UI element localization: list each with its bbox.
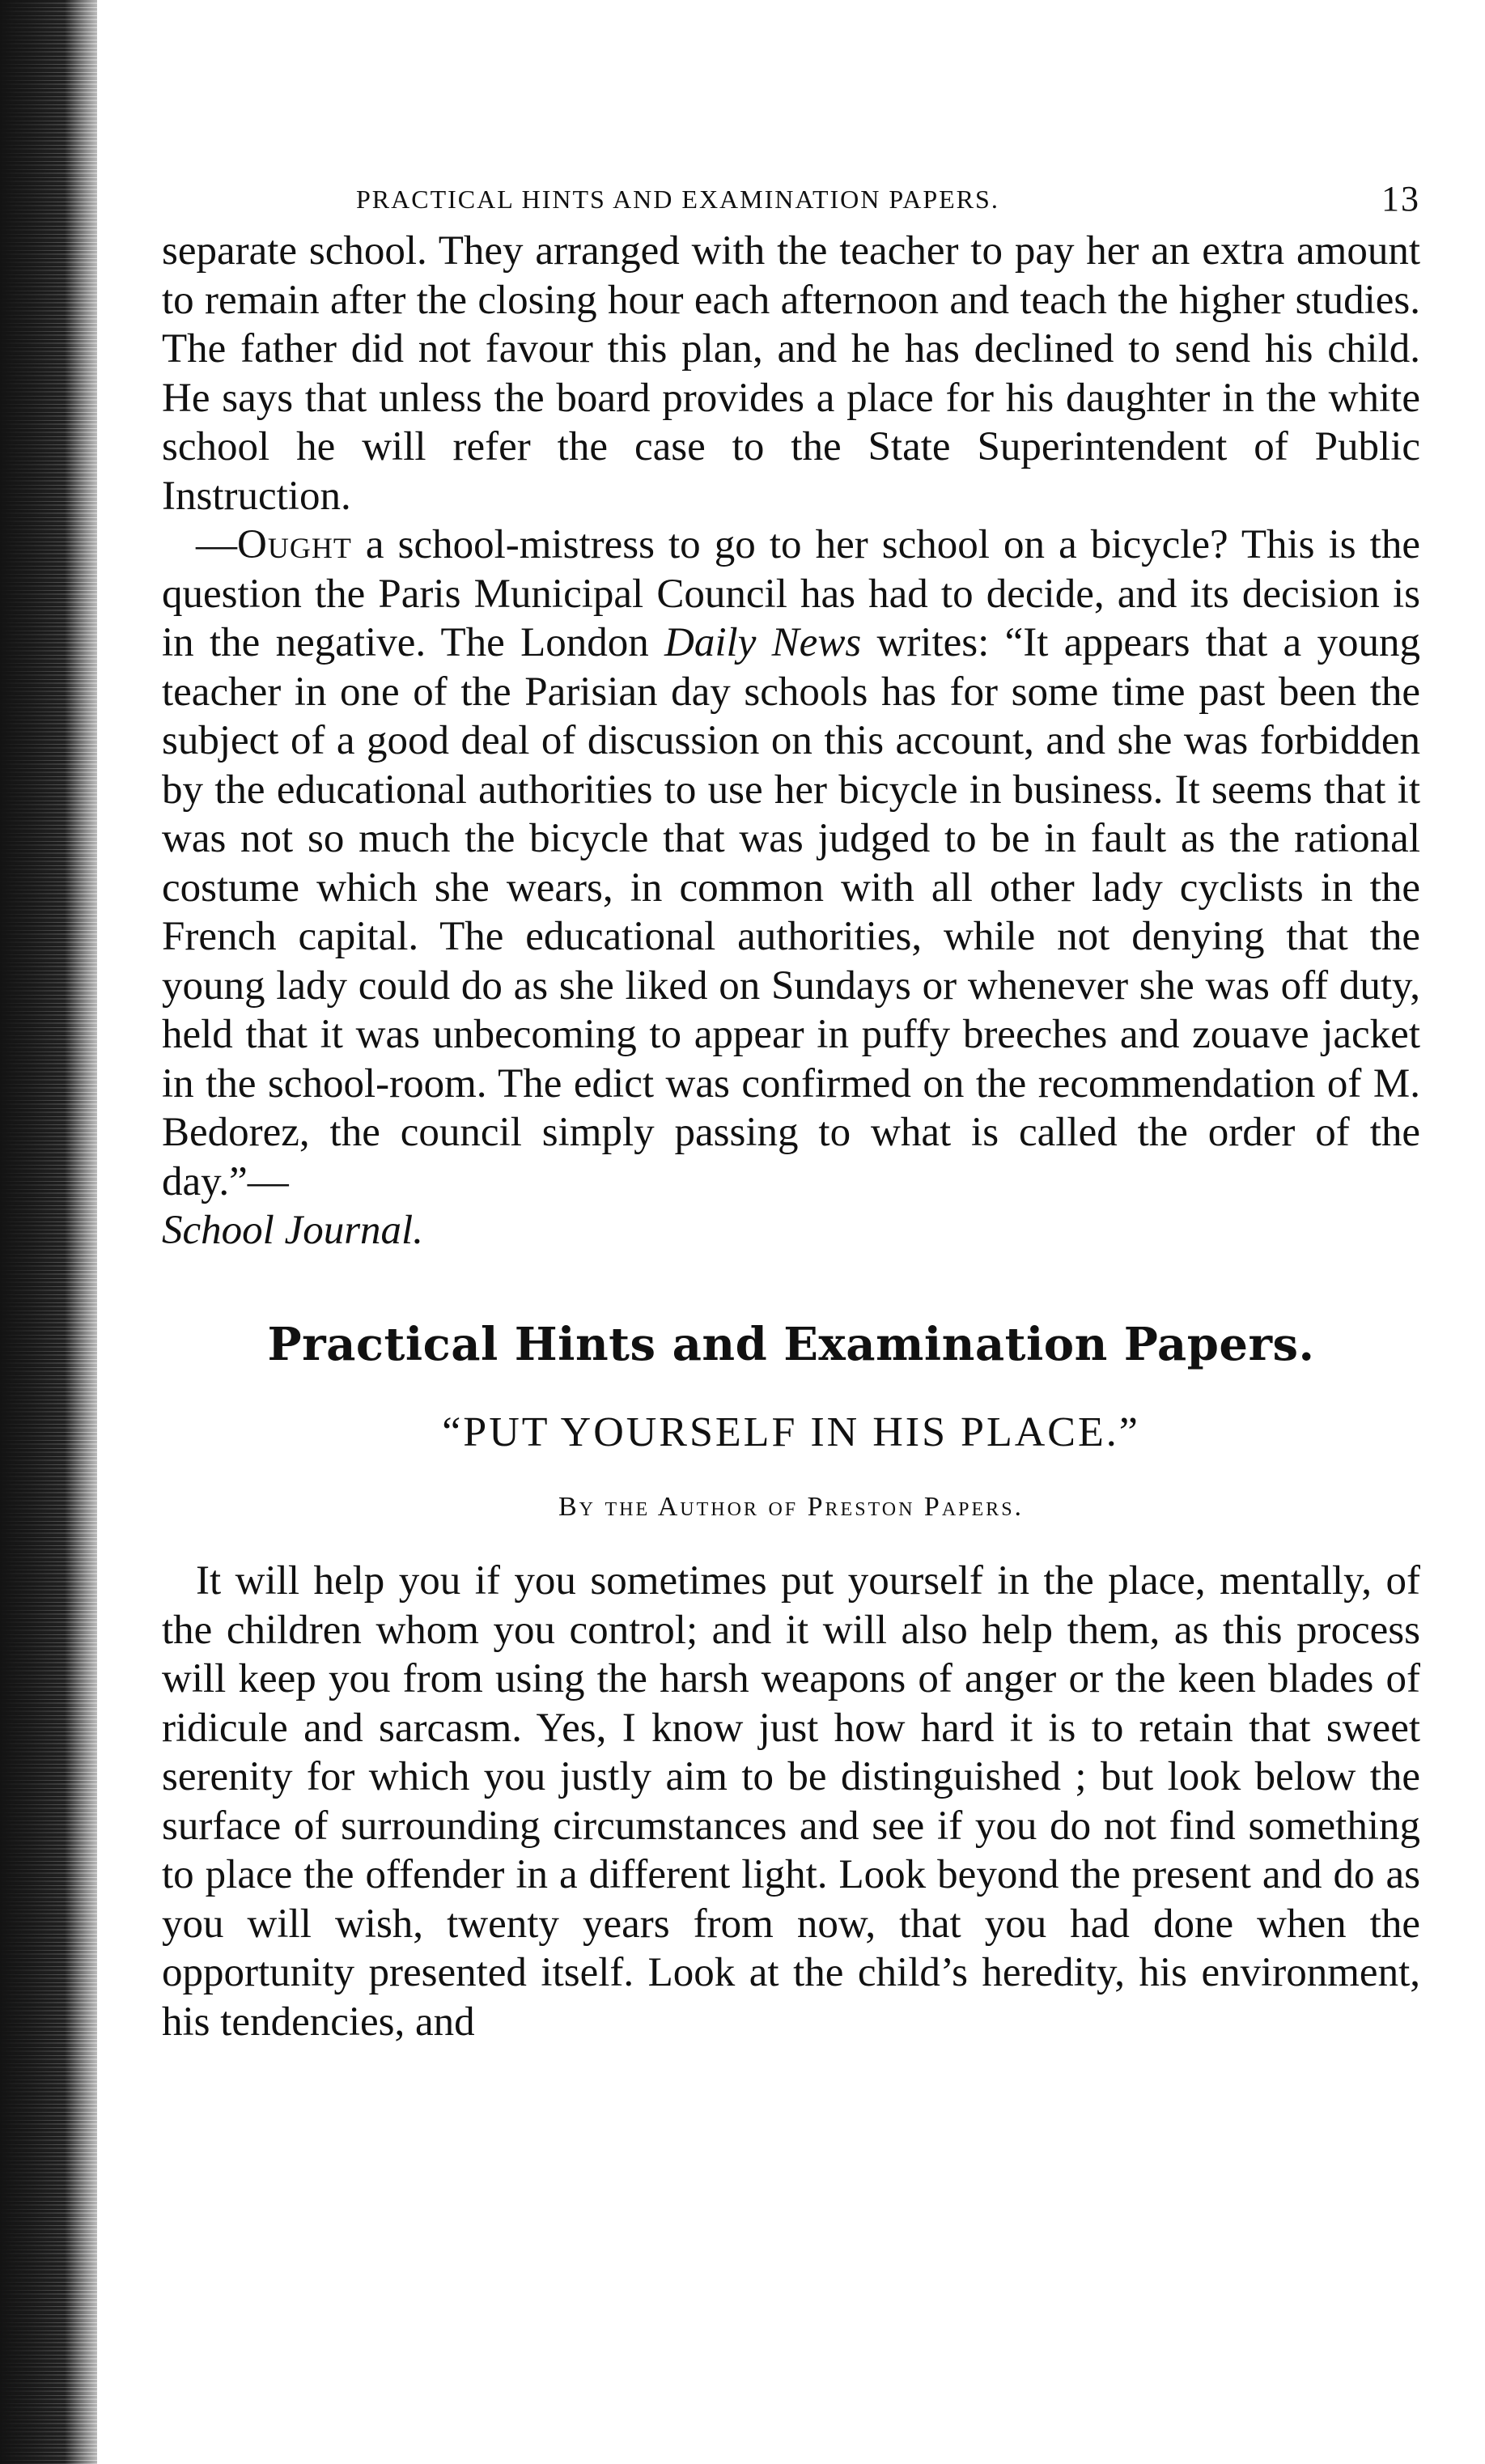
running-head-title: PRACTICAL HINTS AND EXAMINATION PAPERS. (356, 185, 999, 214)
lead-word: Ought (237, 522, 352, 567)
article-title: “PUT YOURSELF IN HIS PLACE.” (442, 1409, 1140, 1455)
paragraph-put-yourself: It will help you if you sometimes put yourself in the place, mentally, of the children whom you control; and it will also help them, as this process will keep you from using the harsh weapons of anger or the keen blades of ridicule and sarcasm. Yes, I know just how hard it is to retain that sweet serenity for which you justly aim to be distinguished ; but look below the surface of surrounding circumstances and see if you do not find something to place the offender in a different light. Look beyond the present and do as you will wish, twenty years from now, that you had done when the opportunity presented itself. Look at the child’s heredity, his environment, his tendencies, and (162, 1558, 1420, 2045)
paragraph-bicycle-part-b: writes: “It appears that a young teacher in one of the Parisian day schools has for some time past been the subject of a good deal of discussion on this account, and she was forbidden by the educational authorities to use her bicycle in business. It seems that it was not so much the bicycle that was judged to be in fault as the rational costume which she wears, in common with all other lady cyclists in the French capital. The educational authorities, while not denying that the young lady could do as she liked on Sundays or whenever she was off duty, held that it was unbecoming to appear in puffy breeches and zouave jacket in the school-room. The edict was confirmed on the recommendation of M. Bedorez, the council simply passing to what is called the order of the day.”— (162, 620, 1420, 1204)
running-head (162, 178, 1420, 227)
book-page (162, 178, 1420, 2046)
lead-dash: — (196, 522, 237, 567)
section-heading: Practical Hints and Examination Papers. (267, 1318, 1315, 1371)
body-text (162, 227, 1420, 1206)
newspaper-name: Daily News (664, 620, 862, 665)
paragraph-bicycle (162, 520, 1420, 1206)
article-body (162, 1557, 1420, 2046)
source-attribution: School Journal. (162, 1208, 423, 1253)
page-number: 13 (1381, 179, 1420, 219)
binding-shadow (65, 0, 113, 2464)
article-byline: By the Author of Preston Papers. (558, 1492, 1025, 1522)
paragraph-separate-school: separate school. They arranged with the teacher to pay her an extra amount to remain after the closing hour each afternoon and teach the higher studies. The father did not favour this plan, and he has declined to send his child. He says that unless the board provides a place for his daughter in the white school he will refer the case to the State Superintendent of Public Instruction. (162, 228, 1420, 519)
paragraph-bicycle-part-a: a school-mistress to go to her school on a bicycle? This is the question the Paris Municipal Council has had to decide, and its decision is in the negative. The London (162, 522, 1420, 665)
